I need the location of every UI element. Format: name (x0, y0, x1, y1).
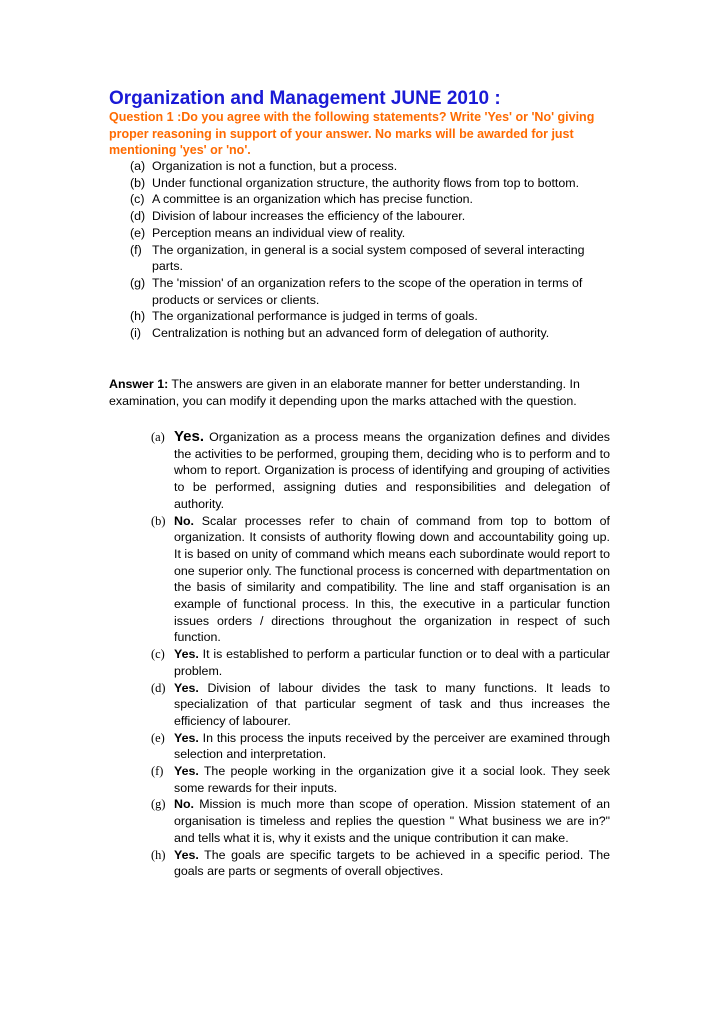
statement-marker: (h) (130, 309, 146, 324)
statement-item (130, 275, 610, 308)
answer-marker: (f) (151, 764, 164, 779)
question-text: Question 1 :Do you agree with the following statements? Write 'Yes' or 'No' giving proper reasoning in support of your answer. No marks will be awarded for just mentioning 'yes' or 'no'. (109, 110, 595, 157)
statement-item (130, 308, 610, 325)
statement-item (130, 175, 610, 192)
answer-key: Yes. (174, 428, 205, 445)
answer-key: Yes. (174, 680, 199, 695)
statement-item (130, 191, 610, 208)
answer-marker: (h) (151, 847, 166, 862)
answer-text: Mission is much more than scope of operation. Mission statement of an organisation is timeless and replies the question " What business we are in?" and tells what it is, why it exists and the unique contribution it can make. (174, 797, 610, 845)
statement-marker: (i) (130, 326, 142, 341)
statement-marker: (f) (130, 242, 142, 257)
answer-intro-text: The answers are given in an elaborate manner for better understanding. In examination, you can modify it depending upon the marks attached with the question. (109, 377, 580, 408)
answer-item (151, 763, 610, 796)
answer-marker: (b) (151, 513, 166, 528)
answer-key: Yes. (174, 847, 199, 862)
answer-text: Organization as a process means the organization defines and divides the activities to be performed, grouping them, deciding who is to perform and to whom to report. Organization is process of identifying and grouping of activities to be performed, assigning duties and responsibilities and delegation of authority. (174, 430, 610, 511)
statement-text: The organization, in general is a social system composed of several interacting parts. (152, 242, 585, 274)
answer-list (151, 429, 610, 880)
statement-item (130, 158, 610, 175)
answer-text: Division of labour divides the task to many functions. It leads to specialization of that particular segment of task and thus increases the efficiency of labourer. (174, 680, 610, 728)
statement-text: Division of labour increases the efficiency of the labourer. (152, 209, 466, 224)
statement-marker: (e) (130, 225, 146, 240)
answer-text: Scalar processes refer to chain of command from top to bottom of organization. It consists of authority flowing down and accountability going up. It is based on unity of command which means each subordinate would report to one superior only. The functional process is concerned with departmentation on the basis of similarity and compatibility. The line and staff organisation is an example of functional process. In this, the executive in a particular function issues orders / directions throughout the organization in respect of such function. (174, 513, 610, 645)
statement-item (130, 325, 610, 342)
statement-marker: (b) (130, 175, 146, 190)
answer-key: Yes. (174, 647, 199, 662)
answer-marker: (d) (151, 680, 166, 695)
statement-text: Perception means an individual view of reality. (152, 225, 406, 240)
answer-text: The people working in the organization give it a social look. They seek some rewards for their inputs. (174, 764, 610, 795)
statement-text: Under functional organization structure, the authority flows from top to bottom. (152, 175, 580, 190)
answer-key: Yes. (174, 730, 199, 745)
statement-marker: (c) (130, 192, 145, 207)
answer-item (151, 730, 610, 763)
answer-marker: (e) (151, 730, 165, 745)
statement-text: Centralization is nothing but an advanced form of delegation of authority. (152, 326, 550, 341)
answer-text: In this process the inputs received by the perceiver are examined through selection and interpretation. (174, 730, 610, 762)
statement-item (130, 208, 610, 225)
statement-text: Organization is not a function, but a process. (152, 159, 398, 173)
answer-label: Answer 1: (109, 377, 169, 391)
answer-key: No. (174, 797, 194, 812)
answer-item (151, 513, 610, 647)
statement-text: The organizational performance is judged in terms of goals. (152, 309, 478, 324)
answer-item (151, 429, 610, 513)
answer-intro (109, 376, 609, 410)
answer-item (151, 646, 610, 679)
answer-marker: (a) (151, 430, 165, 444)
statement-item (130, 242, 610, 275)
document-title: Organization and Management JUNE 2010 : (109, 88, 501, 109)
answer-text: It is established to perform a particular function or to deal with a particular problem. (174, 647, 610, 678)
statement-list (130, 158, 610, 342)
statement-marker: (a) (130, 159, 146, 173)
answer-text: The goals are specific targets to be achieved in a specific period. The goals are parts or segments of overall objectives. (174, 847, 610, 879)
statement-item (130, 225, 610, 242)
statement-text: A committee is an organization which has precise function. (152, 192, 473, 207)
answer-key: No. (174, 513, 194, 528)
statement-marker: (d) (130, 209, 146, 224)
answer-item (151, 847, 610, 880)
statement-marker: (g) (130, 275, 146, 290)
answer-marker: (g) (151, 797, 166, 812)
answer-item (151, 680, 610, 730)
answer-marker: (c) (151, 647, 165, 662)
statement-text: The 'mission' of an organization refers to the scope of the operation in terms of products or services or clients. (152, 275, 583, 307)
answer-key: Yes. (174, 764, 199, 779)
answer-item (151, 796, 610, 846)
